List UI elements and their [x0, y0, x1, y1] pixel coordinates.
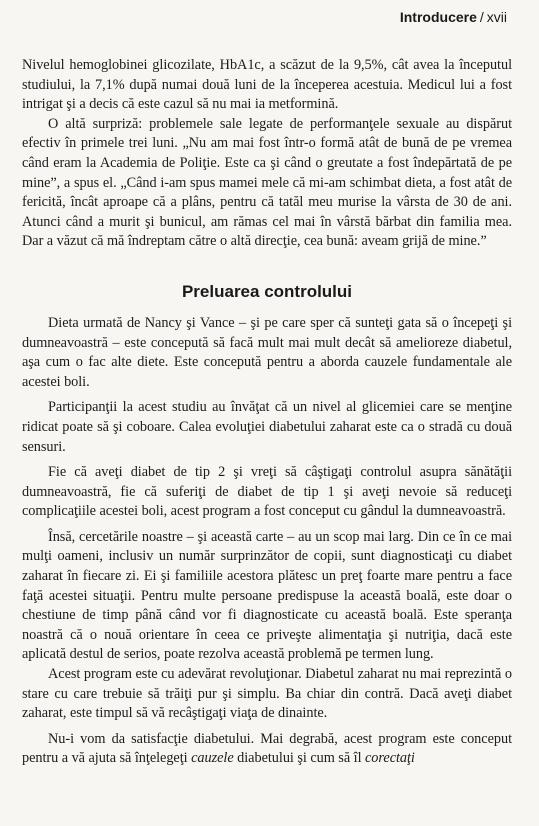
page-body	[22, 56, 512, 769]
satisfaction-text-start: Nu-i vom da satisfacţie diabetului. Mai degrabă, acest program este conceput pentru a vă ajuta să înţelegeţi	[22, 730, 512, 767]
paragraph-diabetes-types: Fie că aveţi diabet de tip 2 şi vreţi să câştigaţi controlul asupra sănătăţii dumneavoastră, fie că suferiţi de diabet de tip 1 şi aveţi nevoie să reduceţi complicaţiile acestei boli, acest program a fost conceput cu gândul la dumneavoastră.	[22, 464, 512, 520]
paragraph-revolutionary: Acest program este cu adevărat revoluţionar. Diabetul zaharat nu mai reprezintă o stare cu care trebuie să trăiţi pur şi simplu. Ba chiar din contră. Dacă aveţi diabet zaharat, este timpul să vă recâştigaţi viaţa de dinainte.	[22, 666, 512, 722]
header-separator: /	[479, 9, 484, 25]
emphasis-causes: cauzele	[191, 750, 234, 767]
chapter-title: Introducere	[399, 9, 477, 25]
paragraph-diet: Dieta urmată de Nancy şi Vance – şi pe care sper că sunteţi gata să o începeţi şi dumneavoastră – este concepută să facă mult mai mult decât să amelioreze diabetul, aşa cum o fac alte diete. Este concepută pentru a aborda cauzele fundamentale ale acestei boli.	[22, 314, 512, 390]
paragraph-surprise: O altă surpriză: problemele sale legate de performanţele sexuale au dispărut efectiv în primele trei luni. „Nu am mai fost într-o formă atât de bună de pe vremea când eram la Academia de Poliţie. Este ca şi când o greutate a fost îndepărtată de pe mine”, a spus el. „Când i-am spus mamei mele că mi-am schimbat dieta, a fost atât de fericită, încât aproape că a plâns, pentru că tatăl meu murise la vârsta de 30 de ani. Atunci când a murit şi bunicul, am rămas cel mai în vârstă bărbat din familia mea. Dar a văzut că mă îndreptam către o altă direcţie, cea bună: aveam grijă de mine.”	[22, 115, 512, 250]
satisfaction-text-middle: diabetului şi cum să îl	[233, 750, 366, 767]
paragraph-participants: Participanţii la acest studiu au învăţat că un nivel al glicemiei care se menţine ridicat poate să şi coboare. Calea evoluţiei diabetului zaharat este ca o stradă cu două sensuri.	[22, 399, 512, 455]
paragraph-research-scope: Însă, cercetările noastre – şi această carte – au un scop mai larg. Din ce în ce mai mulţi oameni, inclusiv un număr surprinzător de copii, sunt diagnosticaţi cu diabet zaharat în fiecare zi. Ei şi familiile acestora plătesc un preţ foarte mare pentru a face faţă acestei situaţii. Pentru multe persoane predispuse la această boală, este doar o chestiune de timp până când vor fi diagnosticate cu această boală. Este speranţa noastră că o nouă orientare în ceea ce priveşte alimentaţia şi nutriţia, dacă este aplicată destul de serios, poate rezolva această problemă pe termen lung.	[22, 528, 512, 663]
paragraph-hba1c: Nivelul hemoglobinei glicozilate, HbA1c, a scăzut de la 9,5%, cât avea la începutul studiului, la 7,1% după numai două luni de la începerea acestuia. Medicul lui a fost intrigat şi a decis că este cazul să nu mai ia metformină.	[22, 57, 512, 113]
section-heading: Preluarea controlului	[181, 281, 353, 301]
paragraph-satisfaction	[22, 730, 512, 769]
running-header	[400, 9, 507, 25]
page-number: xvii	[486, 9, 507, 25]
emphasis-correct: corectaţi	[365, 750, 415, 767]
